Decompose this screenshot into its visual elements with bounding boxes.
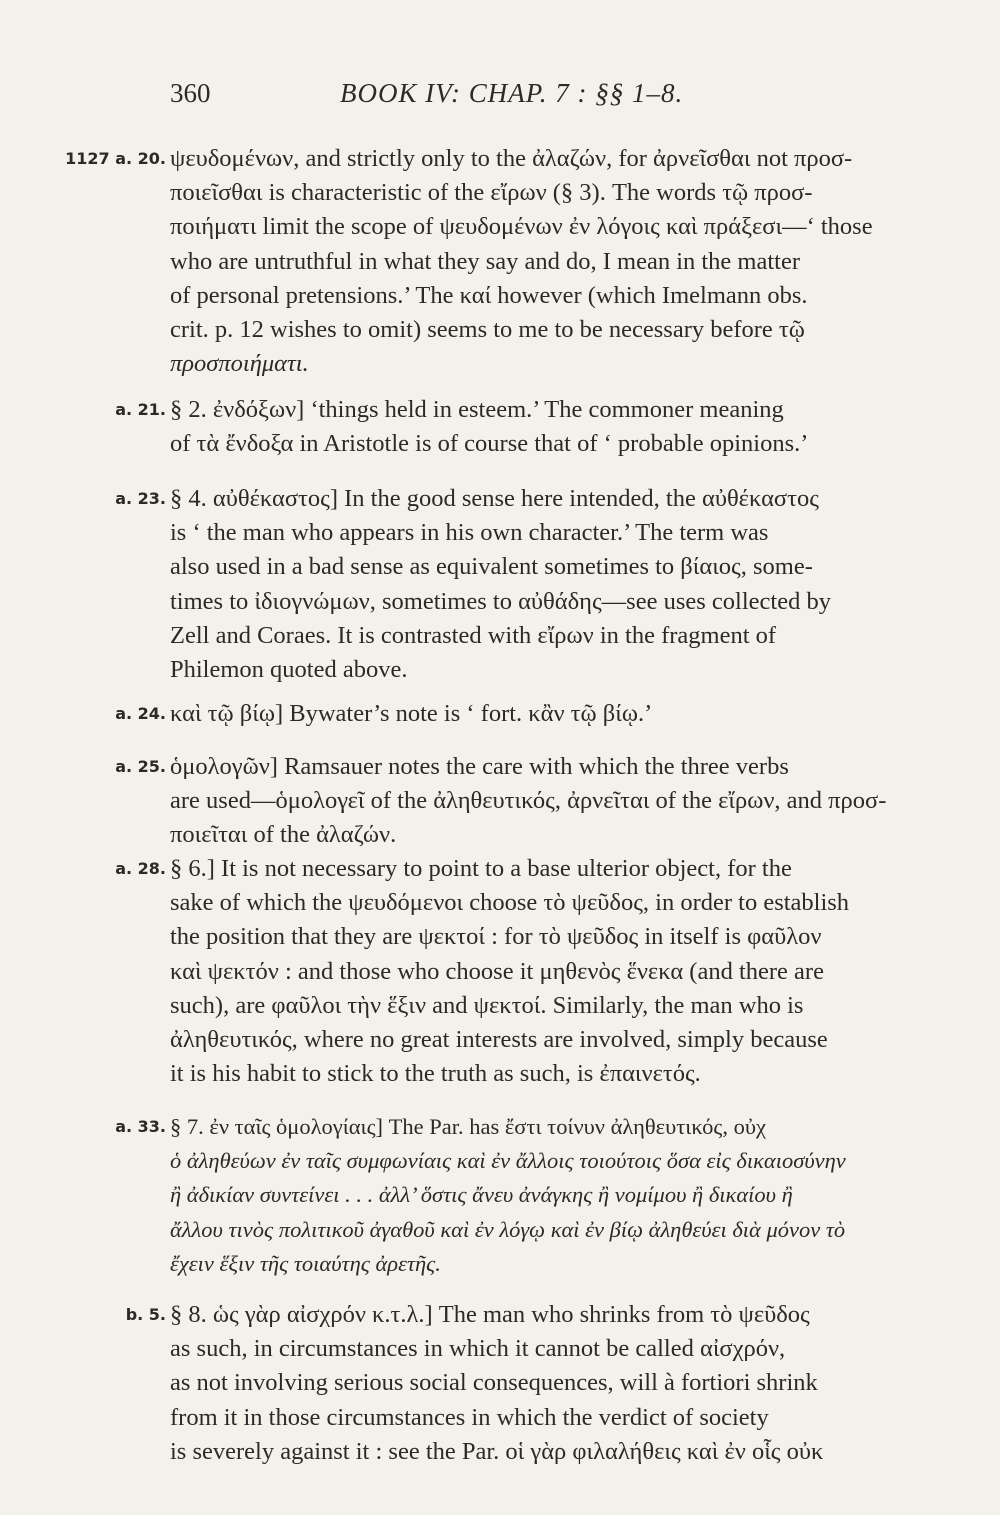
text-line: καὶ ψεκτόν : and those who choose it μηθενὸς ἕνεκα (and there are <box>170 957 824 985</box>
text-line: it is his habit to stick to the truth as such, is ἐπαινετός. <box>170 1060 701 1088</box>
text-line: is severely against it : see the Par. οἱ γὰρ φιλαλήθεις καὶ ἐν οἷς οὐκ <box>170 1437 824 1465</box>
running-header <box>170 78 760 118</box>
text-line: also used in a bad sense as equivalent sometimes to βίαιος, some- <box>170 553 813 581</box>
text-line: ὁμολογῶν] Ramsauer notes the care with which the three verbs <box>170 753 789 780</box>
text-line: ποιεῖται of the ἀλαζών. <box>170 821 397 849</box>
commentary-text <box>170 697 935 731</box>
text-line: ὁ ἀληθεύων ἐν ταῖς συμφωνίαις καὶ ἐν ἄλλοις τοιούτοις ὅσα εἰς δικαιοσύνην <box>170 1148 846 1174</box>
text-line: § 8. ὡς γὰρ αἰσχρόν κ.τ.λ.] The man who shrinks from τὸ ψεῦδος <box>170 1301 810 1328</box>
text-line: of personal pretensions.’ The καί however (which Imelmann obs. <box>170 281 808 309</box>
text-line: ἔχειν ἕξιν τῆς τοιαύτης ἀρετῆς. <box>170 1250 441 1276</box>
running-title: BOOK IV: CHAP. 7 : §§ 1–8. <box>340 78 684 108</box>
text-line: ἀληθευτικός, where no great interests are involved, simply because <box>170 1026 828 1054</box>
commentary-text <box>170 142 935 381</box>
line-reference: a. 28. <box>115 859 166 878</box>
line-reference: b. 5. <box>125 1305 166 1324</box>
text-line: ἢ ἀδικίαν συντείνει . . . ἀλλ’ ὅστις ἄνευ ἀνάγκης ἢ νομίμου ἢ δικαίου ἢ <box>170 1182 793 1208</box>
line-reference: a. 21. <box>115 400 166 419</box>
commentary-text <box>170 852 935 1091</box>
text-line: ψευδομένων, and strictly only to the ἀλαζών, for ἀρνεῖσθαι not προσ- <box>170 145 853 172</box>
text-line: ἄλλου τινὸς πολιτικοῦ ἀγαθοῦ καὶ ἐν λόγῳ καὶ ἐν βίῳ ἀληθεύει διὰ μόνον τὸ <box>170 1216 846 1242</box>
text-line: § 2. ἐνδόξων] ‘things held in esteem.’ The commoner meaning <box>170 396 784 423</box>
text-line: is ‘ the man who appears in his own character.’ The term was <box>170 519 769 547</box>
text-line: times to ἰδιογνώμων, sometimes to αὐθάδης—see uses collected by <box>170 587 831 615</box>
line-reference: a. 24. <box>115 704 166 723</box>
line-reference: a. 33. <box>115 1117 166 1136</box>
text-line: of τὰ ἔνδοξα in Aristotle is of course that of ‘ probable opinions.’ <box>170 430 809 458</box>
text-line: such), are φαῦλοι τὴν ἕξιν and ψεκτοί. Similarly, the man who is <box>170 991 804 1019</box>
commentary-text <box>170 482 935 687</box>
text-line: the position that they are ψεκτοί : for τὸ ψεῦδος in itself is φαῦλον <box>170 923 822 951</box>
text-line: ποιεῖσθαι is characteristic of the εἴρων (§ 3). The words τῷ προσ- <box>170 179 813 207</box>
line-reference: 1127 a. 20. <box>65 149 166 168</box>
text-line: from it in those circumstances in which the verdict of society <box>170 1403 769 1431</box>
commentary-text <box>170 750 935 853</box>
text-line: as not involving serious social consequences, will à fortiori shrink <box>170 1369 818 1397</box>
text-line: crit. p. 12 wishes to omit) seems to me to be necessary before τῷ <box>170 316 805 344</box>
text-line: Philemon quoted above. <box>170 656 408 684</box>
page-number: 360 <box>170 78 211 108</box>
commentary-text <box>170 1298 935 1469</box>
text-line: § 4. αὐθέκαστος] In the good sense here intended, the αὐθέκαστος <box>170 485 819 512</box>
text-line: προσποιήματι. <box>170 350 309 378</box>
text-line: καὶ τῷ βίῳ] Bywater’s note is ‘ fort. κἂν τῷ βίῳ.’ <box>170 700 653 727</box>
commentary-text <box>170 393 935 461</box>
text-line: are used—ὁμολογεῖ of the ἀληθευτικός, ἀρνεῖται of the εἴρων, and προσ- <box>170 787 887 815</box>
text-line: § 6.] It is not necessary to point to a base ulterior object, for the <box>170 855 792 882</box>
text-line: as such, in circumstances in which it cannot be called αἰσχρόν, <box>170 1335 786 1363</box>
text-line: who are untruthful in what they say and do, I mean in the matter <box>170 247 801 275</box>
commentary-text <box>170 1110 935 1281</box>
text-line: Zell and Coraes. It is contrasted with εἴρων in the fragment of <box>170 621 777 649</box>
text-line: § 7. ἐν ταῖς ὁμολογίαις] The Par. has ἔστι τοίνυν ἀληθευτικός, οὐχ <box>170 1114 766 1139</box>
line-reference: a. 25. <box>115 757 166 776</box>
text-line: ποιήματι limit the scope of ψευδομένων ἐν λόγοις καὶ πράξεσι—‘ those <box>170 213 873 241</box>
text-line: sake of which the ψευδόμενοι choose τὸ ψεῦδος, in order to establish <box>170 889 850 917</box>
line-reference: a. 23. <box>115 489 166 508</box>
